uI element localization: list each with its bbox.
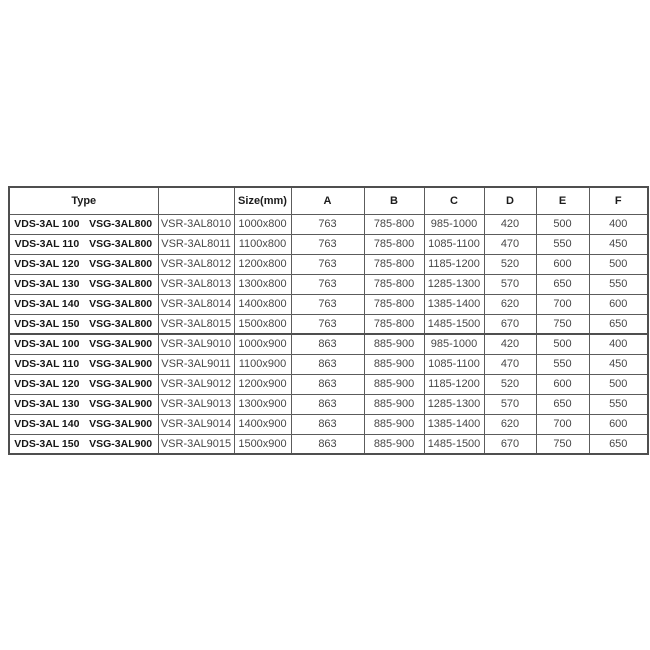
type-cell <box>9 214 158 234</box>
table-row <box>9 294 648 314</box>
vsg-model: VSG-3AL900 <box>89 358 153 370</box>
table-row <box>9 374 648 394</box>
vsr-model: VSR-3AL8013 <box>158 274 234 294</box>
vsr-model: VSR-3AL9015 <box>158 434 234 454</box>
type-cell <box>9 314 158 334</box>
value-a: 763 <box>291 234 364 254</box>
vsr-model: VSR-3AL9011 <box>158 354 234 374</box>
value-e: 600 <box>536 374 589 394</box>
value-c: 1185-1200 <box>424 254 484 274</box>
value-c: 1285-1300 <box>424 274 484 294</box>
type-cell <box>9 254 158 274</box>
value-a: 763 <box>291 254 364 274</box>
value-f: 650 <box>589 314 648 334</box>
vsr-model: VSR-3AL8012 <box>158 254 234 274</box>
type-cell <box>9 414 158 434</box>
vsr-model: VSR-3AL8014 <box>158 294 234 314</box>
value-f: 450 <box>589 234 648 254</box>
value-d: 620 <box>484 414 536 434</box>
size-value: 1300x800 <box>234 274 291 294</box>
value-a: 763 <box>291 274 364 294</box>
value-b: 885-900 <box>364 374 424 394</box>
value-d: 520 <box>484 374 536 394</box>
value-e: 750 <box>536 314 589 334</box>
table-row <box>9 254 648 274</box>
value-e: 700 <box>536 294 589 314</box>
size-value: 1000x900 <box>234 334 291 354</box>
value-d: 670 <box>484 434 536 454</box>
table-row <box>9 234 648 254</box>
value-b: 785-800 <box>364 294 424 314</box>
size-value: 1500x800 <box>234 314 291 334</box>
vds-model: VDS-3AL 110 <box>14 358 80 370</box>
vds-model: VDS-3AL 150 <box>14 317 80 330</box>
table-row <box>9 214 648 234</box>
value-a: 763 <box>291 314 364 334</box>
value-b: 885-900 <box>364 414 424 434</box>
value-a: 863 <box>291 354 364 374</box>
vsg-model: VSG-3AL800 <box>89 317 153 330</box>
header-model <box>158 187 234 214</box>
value-a: 863 <box>291 334 364 354</box>
vsr-model: VSR-3AL9012 <box>158 374 234 394</box>
table-body <box>9 214 648 454</box>
size-value: 1500x900 <box>234 434 291 454</box>
size-value: 1100x900 <box>234 354 291 374</box>
value-d: 670 <box>484 314 536 334</box>
size-value: 1000x800 <box>234 214 291 234</box>
value-e: 600 <box>536 254 589 274</box>
type-cell <box>9 394 158 414</box>
vsg-model: VSG-3AL900 <box>89 338 153 351</box>
vsg-model: VSG-3AL800 <box>89 258 153 270</box>
value-f: 650 <box>589 434 648 454</box>
value-b: 785-800 <box>364 214 424 234</box>
vds-model: VDS-3AL 150 <box>14 437 80 450</box>
vsr-model: VSR-3AL8015 <box>158 314 234 334</box>
value-f: 550 <box>589 394 648 414</box>
value-f: 400 <box>589 334 648 354</box>
value-e: 550 <box>536 354 589 374</box>
value-a: 763 <box>291 294 364 314</box>
value-e: 500 <box>536 334 589 354</box>
value-c: 1285-1300 <box>424 394 484 414</box>
vsr-model: VSR-3AL9013 <box>158 394 234 414</box>
type-cell <box>9 434 158 454</box>
type-cell <box>9 294 158 314</box>
table-row <box>9 274 648 294</box>
header-f: F <box>589 187 648 214</box>
type-cell <box>9 334 158 354</box>
value-c: 1185-1200 <box>424 374 484 394</box>
size-value: 1200x900 <box>234 374 291 394</box>
value-b: 785-800 <box>364 274 424 294</box>
vds-model: VDS-3AL 110 <box>14 238 80 250</box>
value-a: 863 <box>291 394 364 414</box>
type-cell <box>9 354 158 374</box>
size-value: 1300x900 <box>234 394 291 414</box>
size-value: 1400x800 <box>234 294 291 314</box>
header-b: B <box>364 187 424 214</box>
value-a: 863 <box>291 434 364 454</box>
value-f: 550 <box>589 274 648 294</box>
vsg-model: VSG-3AL800 <box>89 218 153 230</box>
value-f: 500 <box>589 374 648 394</box>
table-header <box>9 187 648 214</box>
value-b: 885-900 <box>364 434 424 454</box>
value-d: 620 <box>484 294 536 314</box>
vds-model: VDS-3AL 100 <box>14 338 80 351</box>
table-row <box>9 414 648 434</box>
value-c: 1385-1400 <box>424 294 484 314</box>
value-a: 863 <box>291 414 364 434</box>
vds-model: VDS-3AL 120 <box>14 378 80 390</box>
value-b: 785-800 <box>364 234 424 254</box>
vds-model: VDS-3AL 100 <box>14 218 80 230</box>
type-cell <box>9 274 158 294</box>
value-d: 420 <box>484 334 536 354</box>
value-b: 885-900 <box>364 354 424 374</box>
value-f: 600 <box>589 414 648 434</box>
vsg-model: VSG-3AL800 <box>89 298 153 310</box>
table-row <box>9 334 648 354</box>
value-d: 470 <box>484 354 536 374</box>
vsr-model: VSR-3AL8011 <box>158 234 234 254</box>
value-d: 520 <box>484 254 536 274</box>
header-c: C <box>424 187 484 214</box>
header-size: Size(mm) <box>234 187 291 214</box>
value-c: 1085-1100 <box>424 234 484 254</box>
vsr-model: VSR-3AL8010 <box>158 214 234 234</box>
value-e: 500 <box>536 214 589 234</box>
value-c: 985-1000 <box>424 214 484 234</box>
size-value: 1400x900 <box>234 414 291 434</box>
value-d: 570 <box>484 394 536 414</box>
vds-model: VDS-3AL 120 <box>14 258 80 270</box>
header-type: Type <box>9 187 158 214</box>
value-e: 700 <box>536 414 589 434</box>
value-d: 470 <box>484 234 536 254</box>
table-row <box>9 354 648 374</box>
value-c: 985-1000 <box>424 334 484 354</box>
size-value: 1100x800 <box>234 234 291 254</box>
value-b: 885-900 <box>364 394 424 414</box>
table-row <box>9 394 648 414</box>
value-f: 400 <box>589 214 648 234</box>
value-f: 600 <box>589 294 648 314</box>
value-c: 1385-1400 <box>424 414 484 434</box>
value-d: 420 <box>484 214 536 234</box>
header-d: D <box>484 187 536 214</box>
value-e: 550 <box>536 234 589 254</box>
header-e: E <box>536 187 589 214</box>
header-row <box>9 187 648 214</box>
vds-model: VDS-3AL 130 <box>14 398 80 410</box>
size-value: 1200x800 <box>234 254 291 274</box>
value-c: 1085-1100 <box>424 354 484 374</box>
vsg-model: VSG-3AL900 <box>89 418 153 430</box>
value-a: 763 <box>291 214 364 234</box>
value-b: 785-800 <box>364 254 424 274</box>
vsg-model: VSG-3AL900 <box>89 437 153 450</box>
type-cell <box>9 234 158 254</box>
vds-model: VDS-3AL 140 <box>14 298 80 310</box>
vsg-model: VSG-3AL800 <box>89 278 153 290</box>
table-row <box>9 434 648 454</box>
value-f: 500 <box>589 254 648 274</box>
value-b: 885-900 <box>364 334 424 354</box>
value-c: 1485-1500 <box>424 434 484 454</box>
vsr-model: VSR-3AL9014 <box>158 414 234 434</box>
value-e: 650 <box>536 394 589 414</box>
value-e: 650 <box>536 274 589 294</box>
vsg-model: VSG-3AL800 <box>89 238 153 250</box>
vds-model: VDS-3AL 130 <box>14 278 80 290</box>
vsg-model: VSG-3AL900 <box>89 398 153 410</box>
vsg-model: VSG-3AL900 <box>89 378 153 390</box>
type-cell <box>9 374 158 394</box>
value-a: 863 <box>291 374 364 394</box>
value-c: 1485-1500 <box>424 314 484 334</box>
value-f: 450 <box>589 354 648 374</box>
spec-table <box>8 186 649 455</box>
vds-model: VDS-3AL 140 <box>14 418 80 430</box>
header-a: A <box>291 187 364 214</box>
value-d: 570 <box>484 274 536 294</box>
table-row <box>9 314 648 334</box>
vsr-model: VSR-3AL9010 <box>158 334 234 354</box>
value-e: 750 <box>536 434 589 454</box>
value-b: 785-800 <box>364 314 424 334</box>
